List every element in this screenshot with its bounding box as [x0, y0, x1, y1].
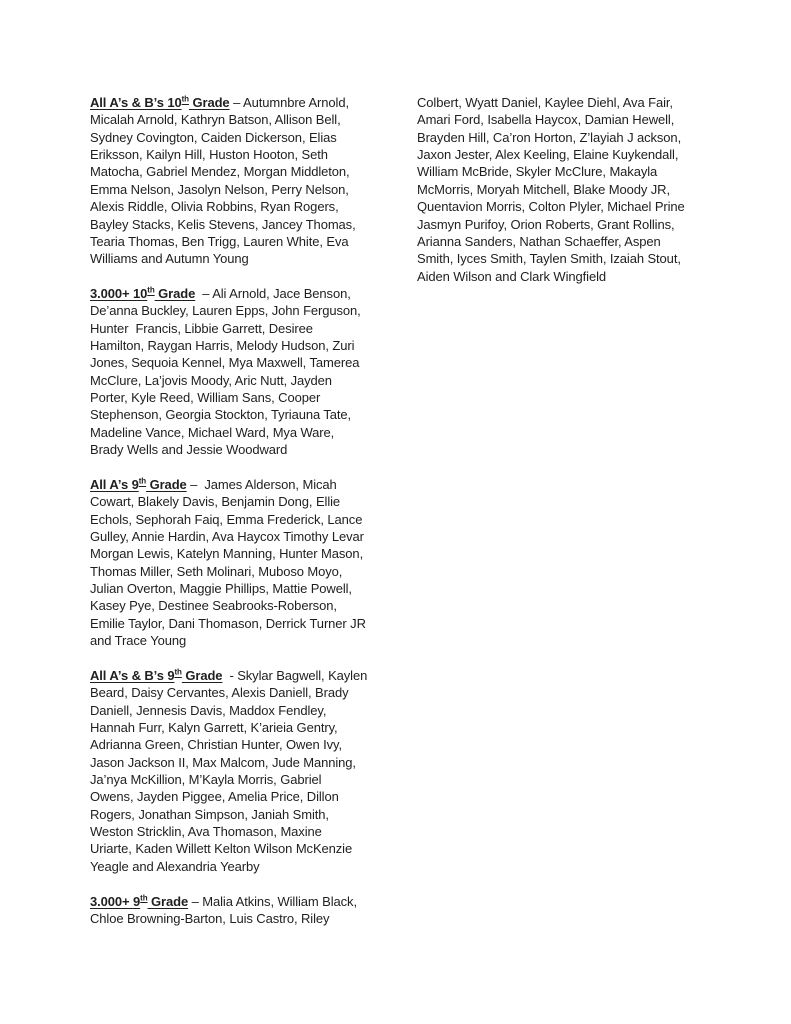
- section-heading-tail: Grade: [154, 285, 196, 301]
- ordinal-superscript: th: [147, 285, 155, 295]
- heading-separator: –: [229, 95, 243, 110]
- section-heading-line: [90, 893, 390, 910]
- section-3000-9th-grade: [90, 893, 390, 928]
- text-line: Alexis Riddle, Olivia Robbins, Ryan Rogers,: [90, 199, 339, 215]
- section-heading: All A’s & B’s 10: [90, 95, 182, 110]
- text-line: Daniell, Jennesis Davis, Maddox Fendley,: [90, 702, 327, 718]
- text-line: Colbert, Wyatt Daniel, Kaylee Diehl, Ava Fair,: [417, 95, 673, 110]
- section-heading-tail: Grade: [146, 476, 187, 492]
- text-line: Emilie Taylor, Dani Thomason, Derrick Turner JR: [90, 615, 366, 631]
- text-line: Jones, Sequoia Kennel, Mya Maxwell, Tamerea: [90, 355, 360, 371]
- ordinal-superscript: th: [174, 667, 182, 677]
- text-line: Ali Arnold, Jace Benson,: [212, 285, 351, 301]
- text-line: Ja’nya McKillion, M’Kayla Morris, Gabriel: [90, 772, 322, 788]
- text-line: Quentavion Morris, Colton Plyler, Michael Prine: [417, 199, 685, 215]
- text-line: Emma Nelson, Jasolyn Nelson, Perry Nelson,: [90, 181, 349, 197]
- heading-separator: –: [195, 285, 213, 301]
- text-line: Malia Atkins, William Black,: [202, 893, 357, 909]
- text-line: Chloe Browning-Barton, Luis Castro, Riley: [90, 910, 330, 926]
- section-heading-tail: Grade: [181, 667, 223, 683]
- text-line: Morgan Lewis, Katelyn Manning, Hunter Mason,: [90, 546, 364, 562]
- text-line: Amari Ford, Isabella Haycox, Damian Hewell,: [417, 112, 675, 128]
- text-line: Porter, Kyle Reed, William Sans, Cooper: [90, 390, 321, 406]
- text-line: Sydney Covington, Caiden Dickerson, Elias: [90, 129, 337, 145]
- text-line: Skylar Bagwell, Kaylen: [237, 667, 368, 683]
- section-heading-line: [90, 476, 390, 493]
- text-line: Brady Wells and Jessie Woodward: [90, 442, 288, 458]
- text-line: McClure, La’jovis Moody, Aric Nutt, Jayden: [90, 372, 332, 388]
- text-line: and Trace Young: [90, 633, 187, 649]
- text-line: Brayden Hill, Ca’ron Horton, Z’layiah J ackson,: [417, 129, 682, 145]
- heading-separator: –: [188, 893, 203, 909]
- text-line: Smith, Iyces Smith, Taylen Smith, Izaiah Stout,: [417, 251, 681, 267]
- text-line: Jaxon Jester, Alex Keeling, Elaine Kuykendall,: [417, 147, 679, 163]
- section-heading: 3.000+ 9: [90, 893, 141, 909]
- text-line: Arianna Sanders, Nathan Schaeffer, Aspen: [417, 233, 661, 249]
- text-line: Echols, Sephorah Faiq, Emma Frederick, Lance: [90, 511, 363, 527]
- section-all-as-bs-9th-grade: [90, 667, 390, 875]
- section-heading-line: [90, 667, 390, 684]
- text-line: Kasey Pye, Destinee Seabrooks-Roberson,: [90, 598, 337, 614]
- ordinal-superscript: th: [181, 94, 189, 104]
- text-line: Adrianna Green, Christian Hunter, Owen Ivy,: [90, 737, 342, 753]
- text-line: Rogers, Jonathan Simpson, Janiah Smith,: [90, 806, 329, 822]
- text-line: Jasmyn Purifoy, Orion Roberts, Grant Rollins,: [417, 216, 675, 232]
- section-heading: All A’s 9: [90, 476, 139, 492]
- text-line: Hunter Francis, Libbie Garrett, Desiree: [90, 320, 313, 336]
- section-all-as-9th-grade: [90, 476, 390, 650]
- text-line: Julian Overton, Maggie Phillips, Mattie Powell,: [90, 581, 352, 597]
- text-line: Hamilton, Raygan Harris, Melody Hudson, Zuri: [90, 338, 355, 354]
- heading-separator: -: [222, 667, 238, 683]
- text-line: Owens, Jayden Piggee, Amelia Price, Dillon: [90, 789, 339, 805]
- text-line: James Alderson, Micah: [204, 476, 337, 492]
- text-line: Aiden Wilson and Clark Wingfield: [417, 268, 606, 284]
- text-line: Micalah Arnold, Kathryn Batson, Allison Bell,: [90, 112, 341, 128]
- text-line: Cowart, Blakely Davis, Benjamin Dong, Ellie: [90, 494, 341, 510]
- text-line: Uriarte, Kaden Willett Kelton Wilson McKenzie: [90, 841, 353, 857]
- text-line: Weston Stricklin, Ava Thomason, Maxine: [90, 824, 322, 840]
- section-heading: 3.000+ 10: [90, 285, 148, 301]
- text-line: Jason Jackson II, Max Malcom, Jude Manning,: [90, 754, 356, 770]
- section-all-as-bs-10th-grade: [90, 94, 390, 268]
- section-heading-tail: Grade: [147, 893, 189, 909]
- section-heading-line: [90, 285, 390, 302]
- section-heading-tail: Grade: [188, 95, 230, 110]
- text-line: Matocha, Gabriel Mendez, Morgan Middleton,: [90, 164, 350, 180]
- left-text-column: [90, 94, 390, 945]
- ordinal-superscript: th: [138, 476, 147, 486]
- ordinal-superscript: th: [140, 893, 148, 903]
- text-line: Bayley Stacks, Kelis Stevens, Jancey Thomas,: [90, 216, 356, 232]
- section-heading-line: [90, 94, 390, 111]
- section-3000-10th-grade: [90, 285, 390, 459]
- text-line: Hannah Furr, Kalyn Garrett, K’arieia Gentry,: [90, 719, 338, 735]
- text-line: Autumnbre Arnold,: [243, 95, 349, 110]
- text-line: Tearia Thomas, Ben Trigg, Lauren White, Eva: [90, 233, 349, 249]
- text-line: Williams and Autumn Young: [90, 251, 249, 267]
- text-line: Beard, Daisy Cervantes, Alexis Daniell, Brady: [90, 685, 349, 701]
- text-line: William McBride, Skyler McClure, Makayla: [417, 164, 658, 180]
- text-line: Eriksson, Kailyn Hill, Huston Hooton, Seth: [90, 147, 328, 163]
- right-text-column: [417, 94, 717, 302]
- section-heading: All A’s & B’s 9: [90, 667, 175, 683]
- text-line: Gulley, Annie Hardin, Ava Haycox Timothy Levar: [90, 528, 364, 544]
- heading-separator: –: [186, 476, 205, 492]
- text-line: Madeline Vance, Michael Ward, Mya Ware,: [90, 424, 335, 440]
- text-line: Stephenson, Georgia Stockton, Tyriauna Tate,: [90, 407, 352, 423]
- text-line: McMorris, Moryah Mitchell, Blake Moody JR,: [417, 181, 670, 197]
- text-line: De’anna Buckley, Lauren Epps, John Ferguson,: [90, 303, 361, 319]
- text-line: Yeagle and Alexandria Yearby: [90, 858, 260, 874]
- text-line: Thomas Miller, Seth Molinari, Muboso Moyo,: [90, 563, 343, 579]
- section-3000-9th-grade-continued: [417, 94, 717, 285]
